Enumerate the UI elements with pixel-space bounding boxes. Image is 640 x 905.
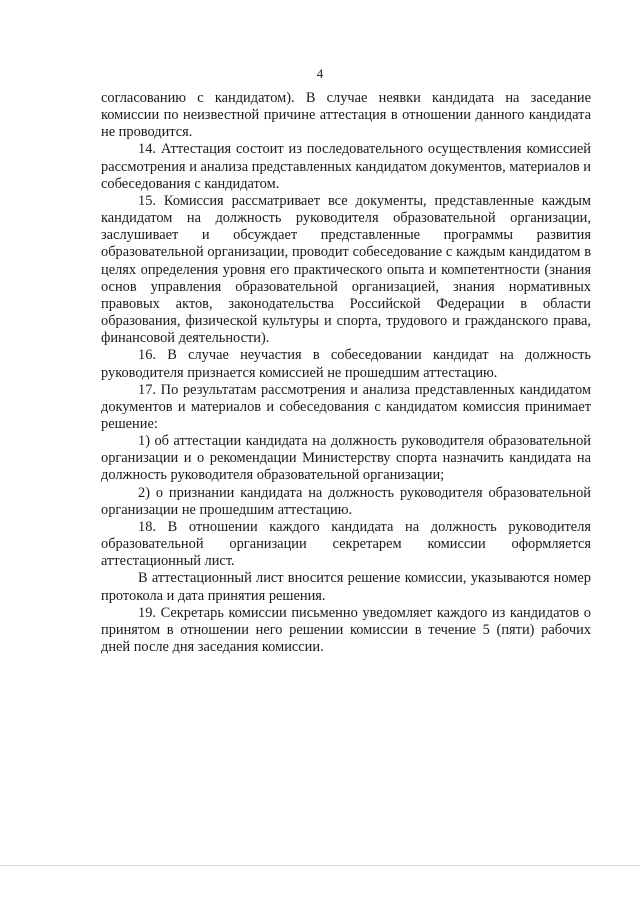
paragraph-15: 15. Комиссия рассматривает все документы, представленные каждым кандидатом на должность руководителя образовательной организации, заслушивает и обсуждает представленные программы развития образовательной организации, проводит собеседование с каждым кандидатом в целях определения уровня его практического опыта и компетентности (знания основ управления образовательной организацией, знания нормативных правовых актов, законодательства Российской Федерации в области образования, физической культуры и спорта, трудового и гражданского права, финансовой деятельности).	[101, 192, 591, 347]
paragraph-14: 14. Аттестация состоит из последовательного осуществления комиссией рассмотрения и анализа представленных кандидатом документов, материалов и собеседования с кандидатом.	[101, 141, 591, 192]
page-number: 4	[316, 66, 324, 81]
paragraph-17-item-1: 1) об аттестации кандидата на должность руководителя образовательной организации и о рекомендации Министерству спорта назначить кандидата на должность руководителя образовательной организации;	[101, 433, 591, 484]
paragraph-17: 17. По результатам рассмотрения и анализа представленных кандидатом документов и материалов и собеседования с кандидатом комиссия принимает решение:	[101, 381, 591, 432]
paragraph-16: 16. В случае неучастия в собеседовании кандидат на должность руководителя признается комиссией не прошедшим аттестацию.	[101, 347, 591, 381]
page-bottom-divider	[0, 865, 640, 866]
paragraph-18: 18. В отношении каждого кандидата на должность руководителя образовательной организации секретарем комиссии оформляется аттестационный лист.	[101, 518, 591, 570]
paragraph-19: 19. Секретарь комиссии письменно уведомляет каждого из кандидатов о принятом в отношении него решении комиссии в течение 5 (пяти) рабочих дней после дня заседания комиссии.	[101, 604, 591, 655]
document-body	[101, 90, 591, 656]
paragraph-18-note: В аттестационный лист вносится решение комиссии, указываются номер протокола и дата принятия решения.	[101, 570, 591, 604]
paragraph-continuation: согласованию с кандидатом). В случае неявки кандидата на заседание комиссии по неизвестной причине аттестация в отношении данного кандидата не проводится.	[101, 90, 591, 141]
paragraph-17-item-2: 2) о признании кандидата на должность руководителя образовательной организации не прошедшим аттестацию.	[101, 484, 591, 518]
